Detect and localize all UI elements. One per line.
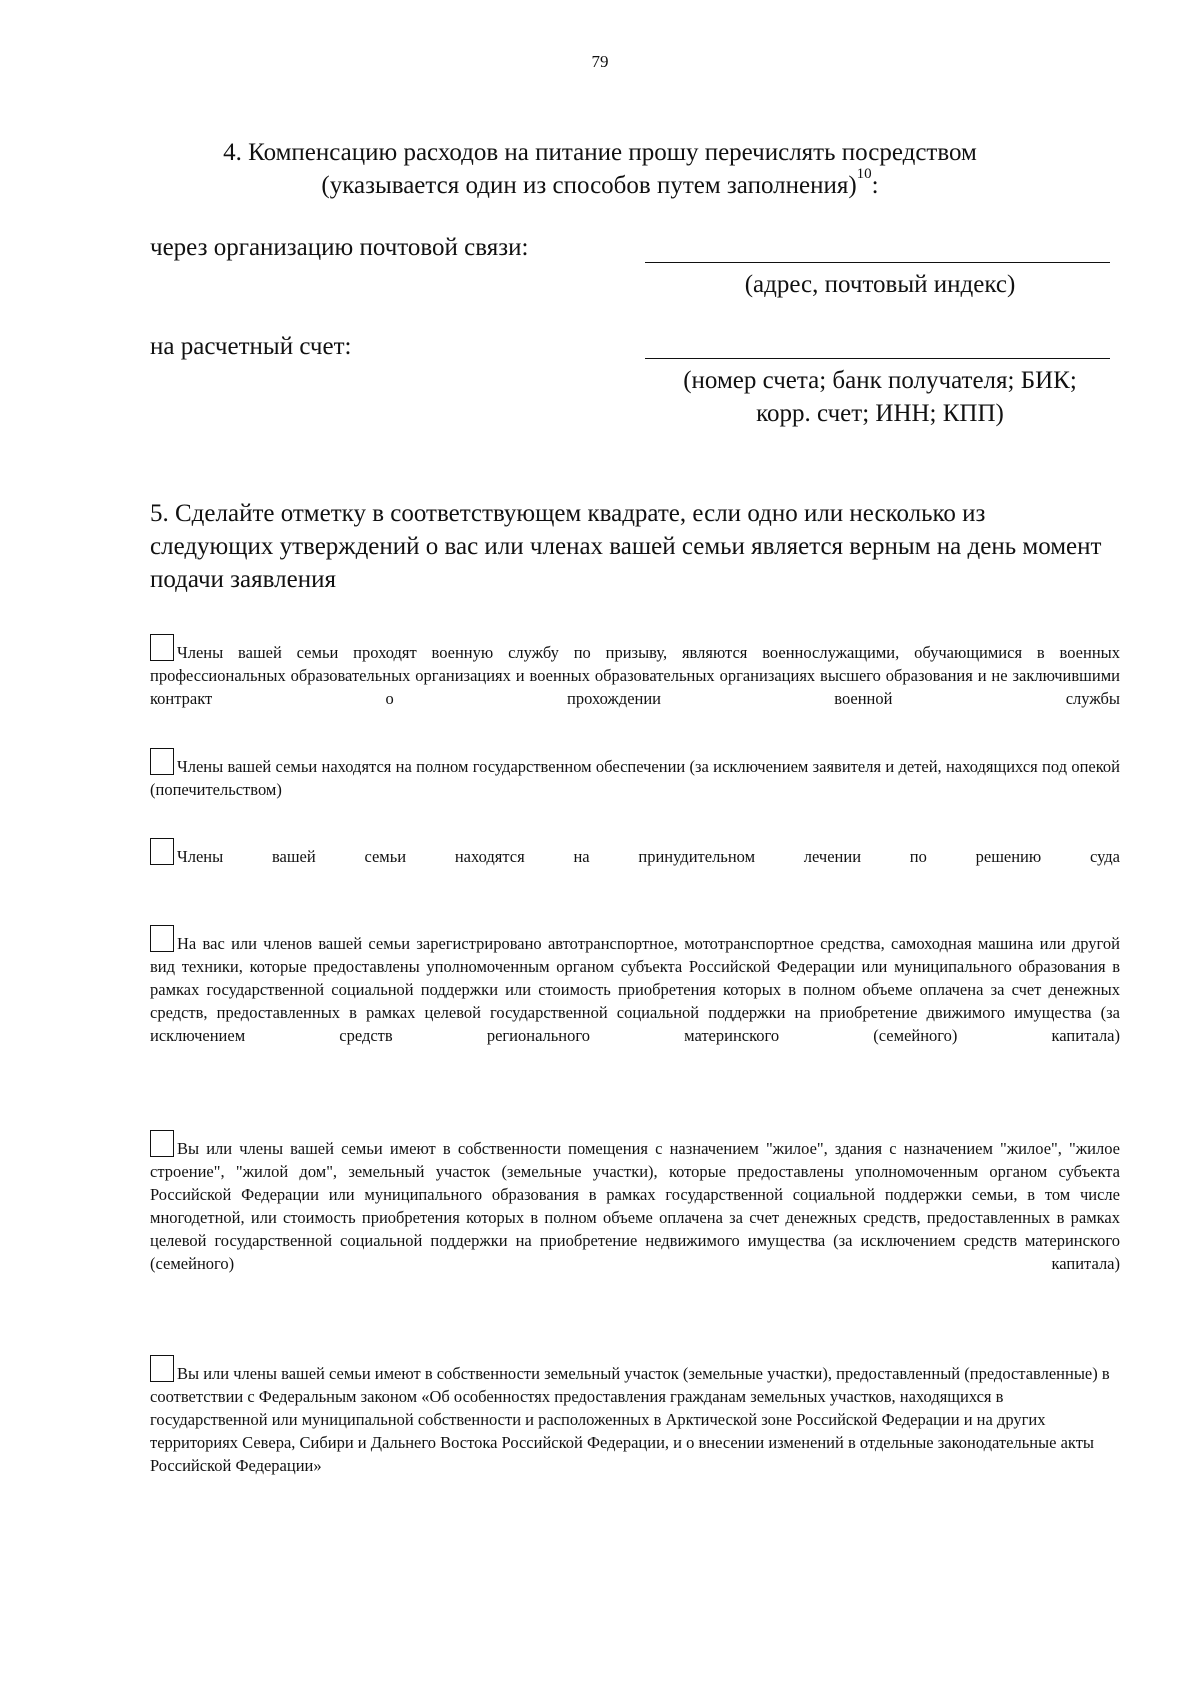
section4-title <box>0 136 1200 202</box>
checkbox-item-text: Вы или члены вашей семьи имеют в собственности помещения с назначением "жилое", здания с назначением "жилое", "жилое строение", "жилой дом", земельный участок (земельные участки), которые предоставлены уполномоченным органом субъекта Российской Федерации или муниципального образования в рамках государственной социальной поддержки семьи, в том числе многодетной, или стоимость приобретения которых в полном объеме оплачена за счет денежных средств, предоставленных в рамках целевой государственной социальной поддержки на приобретение недвижимого имущества (за исключением средств материнского (семейного) капитала) <box>150 1139 1120 1273</box>
footnote-ref: 10 <box>856 166 872 182</box>
checkbox-item-text: На вас или членов вашей семьи зарегистрировано автотранспортное, мототранспортное средства, самоходная машина или другой вид техники, которые предоставлены уполномоченным органом субъекта Российской Федерации или муниципального образования в рамках государственной социальной поддержки или стоимость приобретения которых в полном объеме оплачена за счет денежных средств, предоставленных в рамках целевой государственной социальной поддержки на приобретение движимого имущества (за исключением средств регионального материнского (семейного) капитала) <box>150 934 1120 1045</box>
checkbox-item-arctic-land <box>150 1355 1120 1477</box>
account-details-field[interactable] <box>645 358 1110 359</box>
section4-title-line2-text: (указывается один из способов путем заполнения) <box>321 172 857 199</box>
checkbox-item-vehicles <box>150 925 1120 1047</box>
section4-title-line2 <box>0 166 1200 202</box>
section4-title-suffix: : <box>871 172 879 199</box>
post-label: через организацию почтовой связи: <box>150 234 529 261</box>
checkbox-military[interactable] <box>150 634 174 661</box>
checkbox-item-text: Члены вашей семьи находятся на принудительном лечении по решению суда <box>177 847 1120 866</box>
account-caption-line2: корр. счет; ИНН; КПП) <box>756 400 1004 427</box>
account-caption-line1: (номер счета; банк получателя; БИК; <box>683 367 1077 394</box>
checkbox-item-housing <box>150 1130 1120 1275</box>
checkbox-item-text: Вы или члены вашей семьи имеют в собственности земельный участок (земельные участки), предоставленный (предоставленные) в соответствии с Федеральным законом «Об особенностях предоставления гражданам земельных участков, находящихся в государственной или муниципальной собственности и расположенных в Арктической зоне Российской Федерации и на других территориях Севера, Сибири и Дальнего Востока Российской Федерации, и о внесении изменений в отдельные законодательные акты Российской Федерации» <box>150 1364 1110 1475</box>
section4-title-line1: 4. Компенсацию расходов на питание прошу перечислять посредством <box>223 139 977 166</box>
post-address-field[interactable] <box>645 262 1110 263</box>
page-number: 79 <box>591 52 609 71</box>
checkbox-arctic-land[interactable] <box>150 1355 174 1382</box>
checkbox-housing[interactable] <box>150 1130 174 1157</box>
account-caption <box>640 364 1120 430</box>
checkbox-item-text: Члены вашей семьи находятся на полном государственном обеспечении (за исключением заявителя и детей, находящихся под опекой (попечительством) <box>150 757 1120 799</box>
checkbox-vehicles[interactable] <box>150 925 174 952</box>
checkbox-item-state-support <box>150 748 1120 801</box>
checkbox-state-support[interactable] <box>150 748 174 775</box>
checkbox-item-compulsory-treatment <box>150 838 1120 868</box>
section5-heading: 5. Сделайте отметку в соответствующем квадрате, если одно или несколько из следующих утверждений о вас или членах вашей семьи является верным на день момент подачи заявления <box>150 500 1102 593</box>
checkbox-item-text: Члены вашей семьи проходят военную службу по призыву, являются военнослужащими, обучающимися в военных профессиональных образовательных организациях и военных образовательных организациях высшего образования и не заключившими контракт о прохождении военной службы <box>150 643 1120 708</box>
checkbox-compulsory-treatment[interactable] <box>150 838 174 865</box>
checkbox-item-military <box>150 634 1120 710</box>
account-label: на расчетный счет: <box>150 333 352 360</box>
post-caption: (адрес, почтовый индекс) <box>744 271 1016 298</box>
